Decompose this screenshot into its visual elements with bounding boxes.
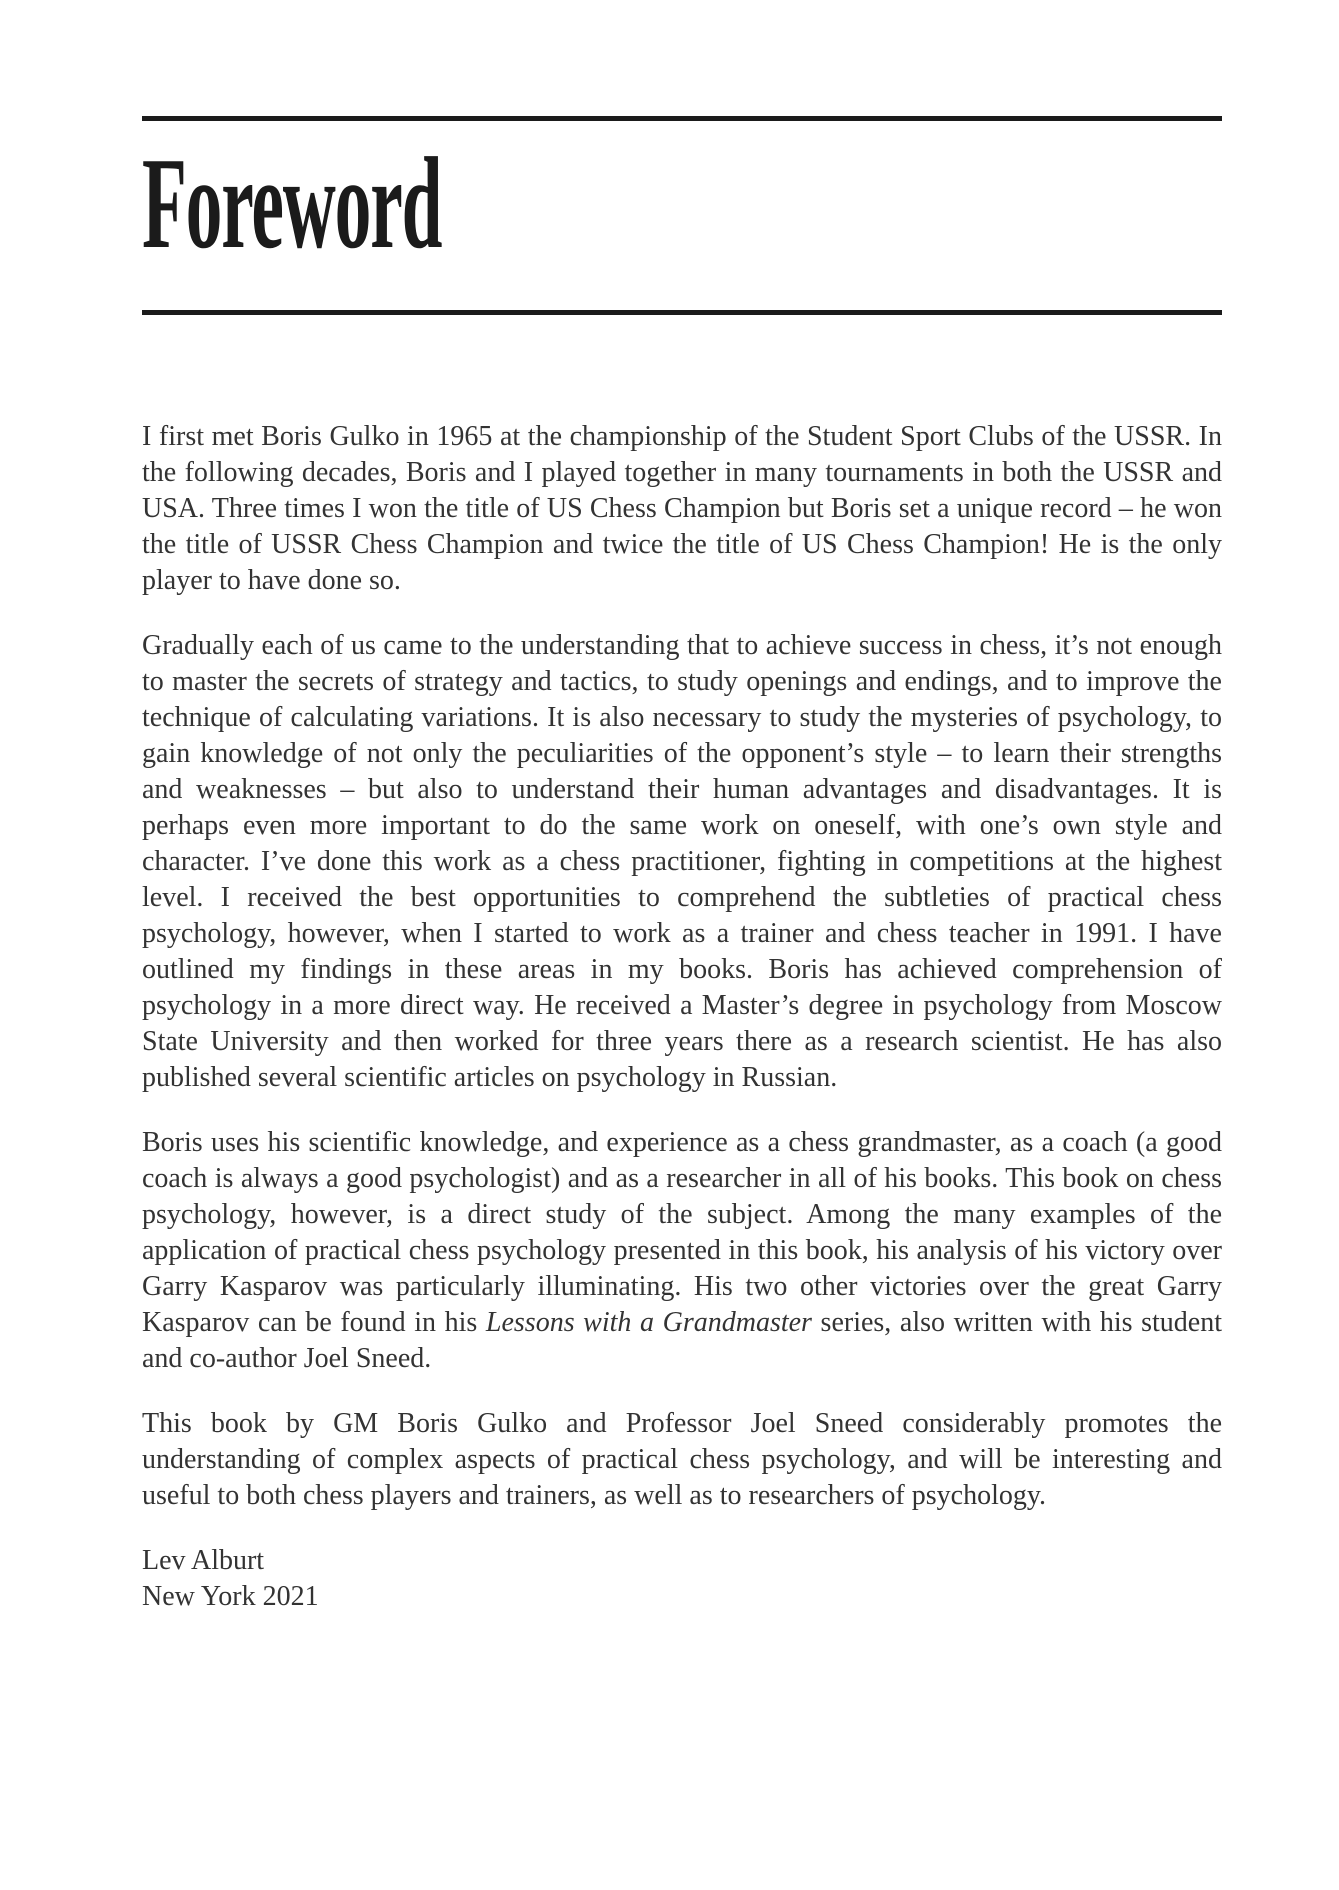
- foreword-paragraph-2: Gradually each of us came to the understanding that to achieve success in chess, it’s not enough to master the secrets of strategy and tactics, to study openings and endings, and to improve the technique of calculating variations. It is also necessary to study the mysteries of psychology, to gain knowledge of not only the peculiarities of the opponent’s style – to learn their strengths and weaknesses – but also to understand their human advantages and disadvantages. It is perhaps even more important to do the same work on oneself, with one’s own style and character. I’ve done this work as a chess practitioner, fighting in competitions at the highest level. I received the best opportunities to comprehend the subtleties of practical chess psychology, however, when I started to work as a trainer and chess teacher in 1991. I have outlined my findings in these areas in my books. Boris has achieved comprehension of psychology in a more direct way. He received a Master’s degree in psychology from Moscow State University and then worked for three years there as a research scientist. He has also published several scientific articles on psychology in Russian.: [142, 630, 1222, 1093]
- signature-name: Lev Alburt: [142, 1545, 265, 1576]
- foreword-paragraph-1: I first met Boris Gulko in 1965 at the championship of the Student Sport Clubs of the USSR. In the following decades, Boris and I played together in many tournaments in both the USSR and USA. Three times I won the title of US Chess Champion but Boris set a unique record – he won the title of USSR Chess Champion and twice the title of US Chess Champion! He is the only player to have done so.: [142, 421, 1222, 596]
- book-title-italic: Lessons with a Grandmaster: [485, 1307, 812, 1338]
- signature-block: [142, 1543, 1222, 1615]
- title-rule-bottom: [142, 310, 1222, 315]
- foreword-body: [142, 419, 1222, 1615]
- title-rule-top: [142, 116, 1222, 121]
- paragraph-3-text-after: series, also written with his student and co-author Joel Sneed.: [142, 1307, 1223, 1374]
- page-title: Foreword: [142, 131, 442, 276]
- foreword-paragraph-4: This book by GM Boris Gulko and Professor Joel Sneed considerably promotes the understanding of complex aspects of practical chess psychology, and will be interesting and useful to both chess players and trainers, as well as to researchers of psychology.: [142, 1408, 1222, 1511]
- paragraph-3-text-before: Boris uses his scientific knowledge, and experience as a chess grandmaster, as a coach (a good coach is always a good psychologist) and as a researcher in all of his books. This book on chess psychology, however, is a direct study of the subject. Among the many examples of the application of practical chess psychology presented in this book, his analysis of his victory over Garry Kasparov was particularly illuminating. His two other victories over the great Garry Kasparov can be found in his: [142, 1127, 1222, 1338]
- signature-place-date: New York 2021: [142, 1581, 319, 1612]
- foreword-paragraph-3: [142, 1125, 1222, 1377]
